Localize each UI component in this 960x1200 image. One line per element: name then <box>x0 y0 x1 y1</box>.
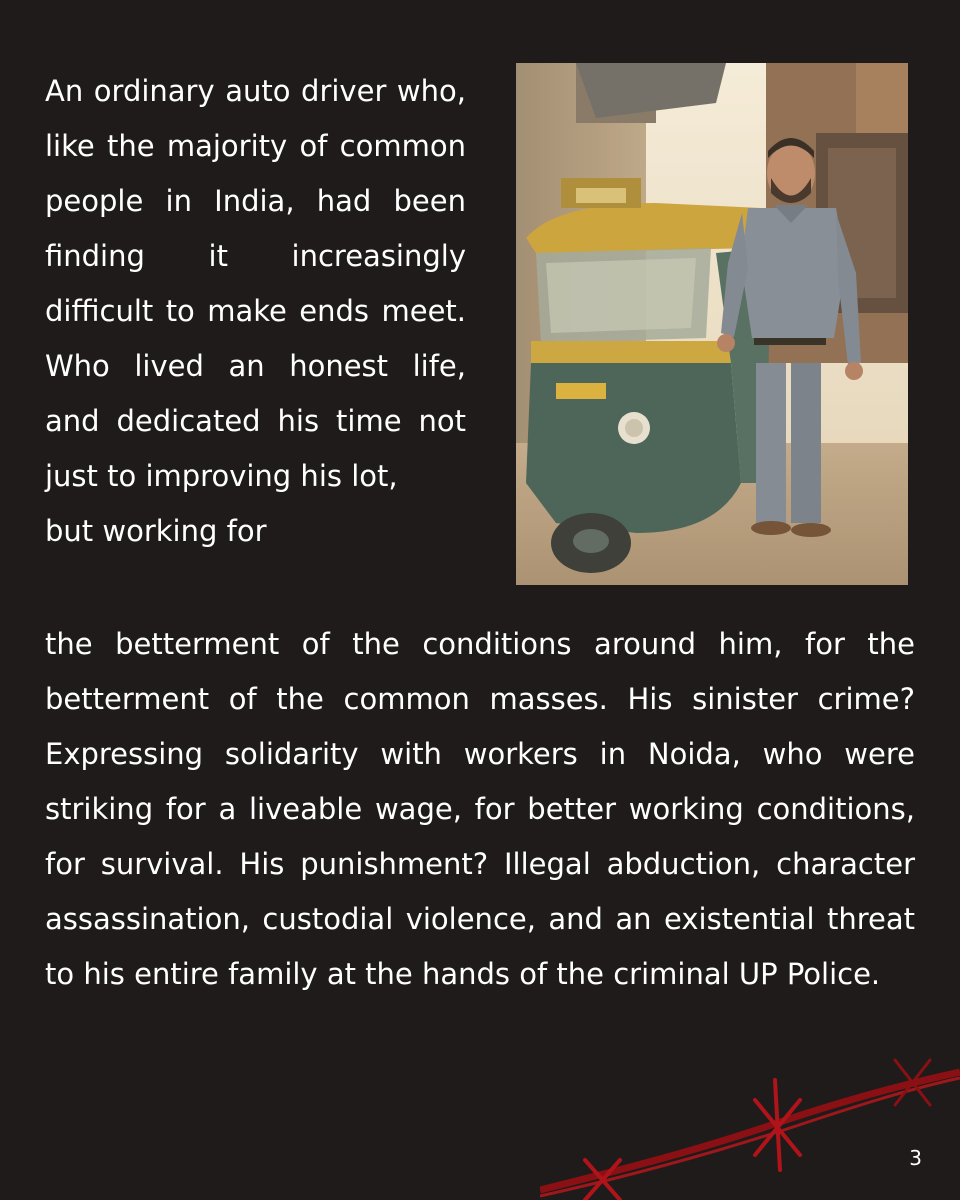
auto-driver-photo <box>516 63 908 585</box>
barbed-wire-graphic <box>540 1050 960 1200</box>
intro-paragraph <box>45 64 466 559</box>
intro-text: An ordinary auto driver who, like the majority of common people in India, had been finding it increasingly difficult to make ends meet. Who lived an honest life, and dedicated his time not just to improving his lot, <box>45 74 466 493</box>
body-paragraph: the betterment of the conditions around him, for the betterment of the common masses. His sinister crime? Expressing solidarity with workers in Noida, who were striking for a liveable wage, for better working conditions, for survival. His punishment? Illegal abduction, character assassination, custodial violence, and an existential threat to his entire family at the hands of the criminal UP Police. <box>45 627 915 991</box>
page-number: 3 <box>909 1146 922 1170</box>
intro-last-line: but working for <box>45 514 267 548</box>
